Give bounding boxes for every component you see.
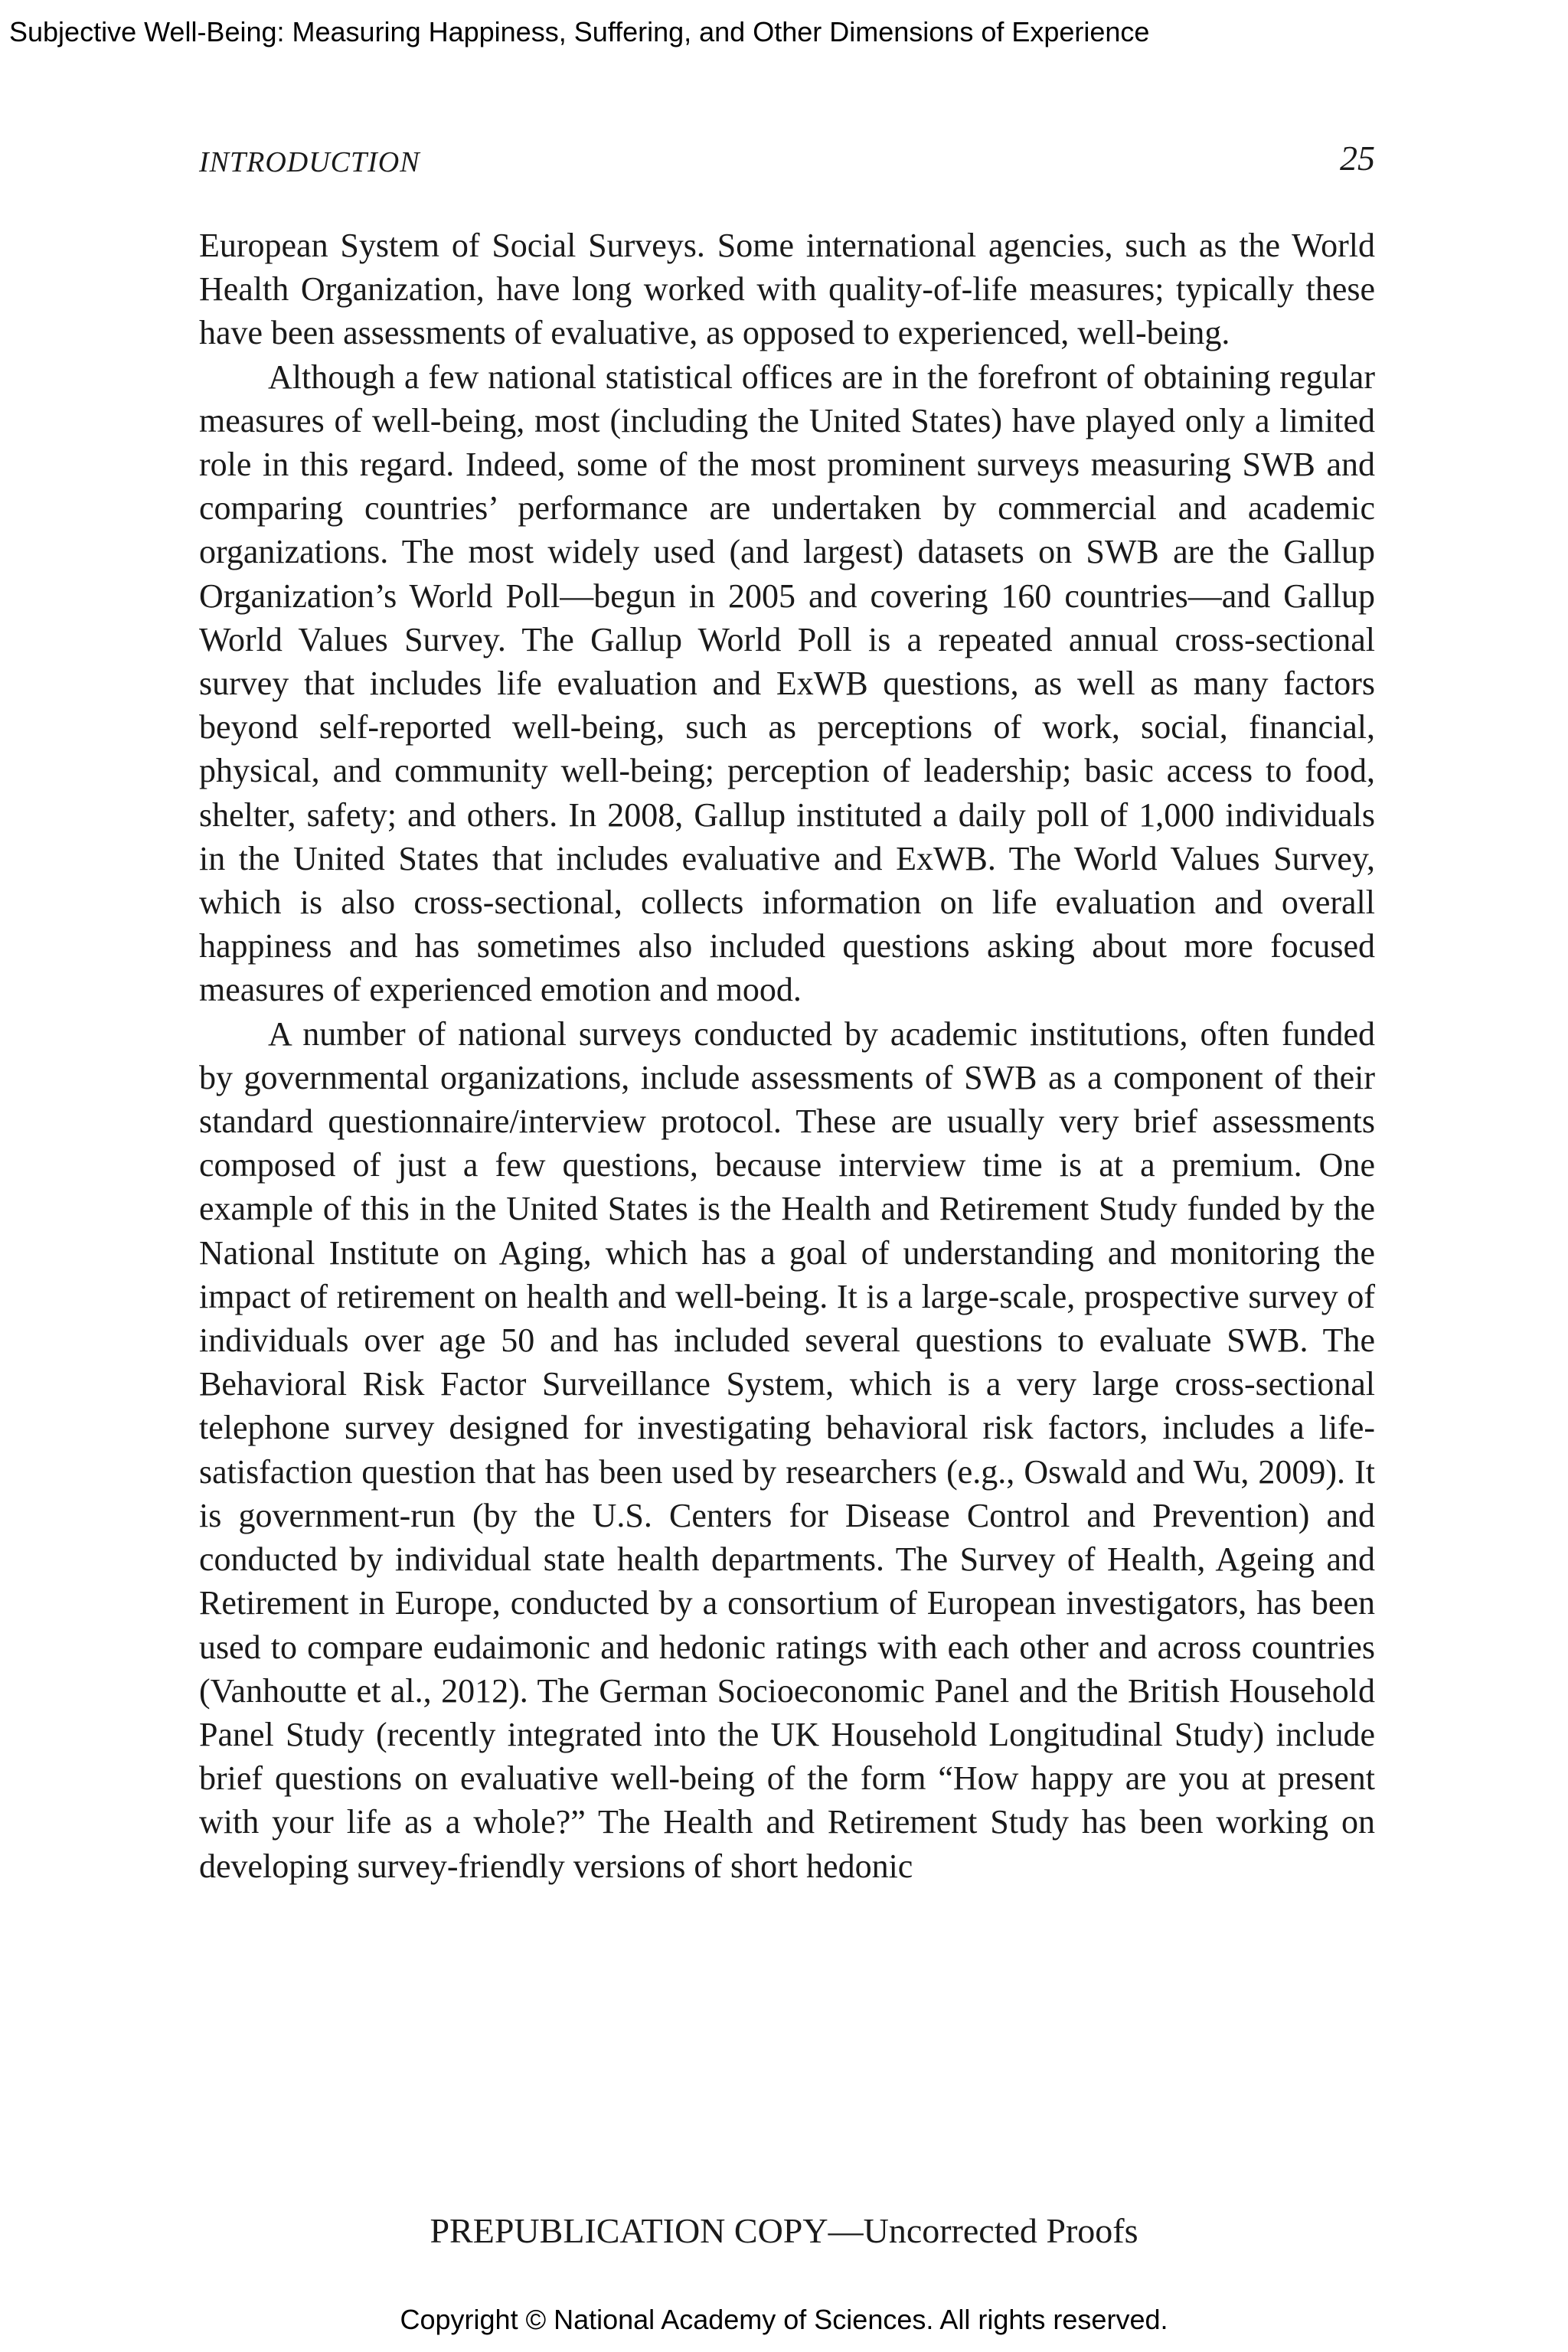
paragraph: A number of national surveys conducted by academic institutions, often funded by governmental organizations, include assessments of SWB as a component of their standard questionnaire/interview protocol. These are usually very brief assessments composed of just a few questions, because interview time is at a premium. One example of this in the United States is the Health and Retirement Study funded by the National Institute on Aging, which has a goal of understanding and monitoring the impact of retirement on health and well-being. It is a large-scale, prospective survey of individuals over age 50 and has included several questions to evaluate SWB. The Behavioral Risk Factor Surveillance System, which is a very large cross-sectional telephone survey designed for investigating behavioral risk factors, includes a life-satisfaction question that has been used by researchers (e.g., Oswald and Wu, 2009). It is government-run (by the U.S. Centers for Disease Control and Prevention) and conducted by individual state health departments. The Survey of Health, Ageing and Retirement in Europe, conducted by a consortium of European investigators, has been used to compare eudaimonic and hedonic ratings with each other and across countries (Vanhoutte et al., 2012). The German Socioeconomic Panel and the British Household Panel Study (recently integrated into the UK Household Longitudinal Study) include brief questions on evaluative well-being of the form “How happy are you at present with your life as a whole?” The Health and Retirement Study has been working on developing survey-friendly versions of short hedonic bbox=[199, 1014, 1375, 1885]
copyright-notice: Copyright © National Academy of Sciences. All rights reserved. bbox=[400, 2304, 1168, 2335]
paragraph: European System of Social Surveys. Some international agencies, such as the World Health Organization, have long worked with quality-of-life measures; typically these have been assessments of evaluative, as opposed to experienced, well-being. bbox=[199, 227, 1375, 352]
paragraph: Although a few national statistical offices are in the forefront of obtaining regular measures of well-being, most (including the United States) have played only a limited role in this regard. Indeed, some of the most prominent surveys measuring SWB and comparing countries’ performance are undertaken by commercial and academic organizations. The most widely used (and largest) datasets on SWB are the Gallup Organization’s World Poll—begun in 2005 and covering 160 countries—and Gallup World Values Survey. The Gallup World Poll is a repeated annual cross-sectional survey that includes life evaluation and ExWB questions, as well as many factors beyond self-reported well-being, such as perceptions of work, social, financial, physical, and community well-being; perception of leadership; basic access to food, shelter, safety; and others. In 2008, Gallup instituted a daily poll of 1,000 individuals in the United States that includes evaluative and ExWB. The World Values Survey, which is also cross-sectional, collects information on life evaluation and overall happiness and has sometimes also included questions asking about more focused measures of experienced emotion and mood. bbox=[199, 358, 1375, 1009]
body-text bbox=[199, 224, 1375, 1888]
running-head bbox=[199, 138, 1375, 184]
book-title: Subjective Well-Being: Measuring Happiness, Suffering, and Other Dimensions of Experience bbox=[9, 16, 1150, 47]
page-number: 25 bbox=[1340, 139, 1375, 178]
prepublication-notice: PREPUBLICATION COPY—Uncorrected Proofs bbox=[430, 2211, 1138, 2250]
section-label: INTRODUCTION bbox=[199, 146, 420, 178]
